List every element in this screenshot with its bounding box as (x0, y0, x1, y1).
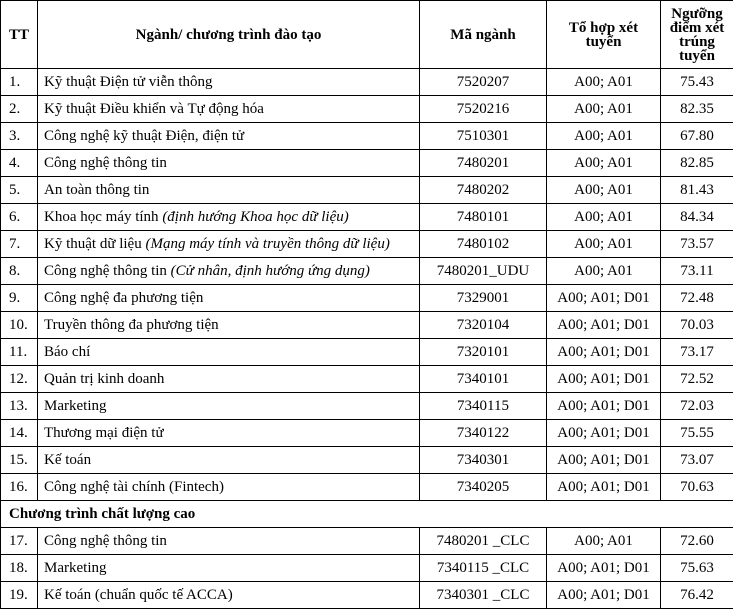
admission-score: 82.85 (661, 150, 733, 177)
row-number: 4. (1, 150, 38, 177)
section-header-row (1, 501, 733, 528)
program-code: 7480101 (420, 204, 547, 231)
program-code: 7480102 (420, 231, 547, 258)
program-code: 7480201 (420, 150, 547, 177)
row-number: 17. (1, 528, 38, 555)
program-name-text: Marketing (44, 559, 107, 576)
header-combo: Tổ hợp xét tuyển (547, 1, 661, 69)
program-code: 7329001 (420, 285, 547, 312)
row-number: 16. (1, 474, 38, 501)
program-name-text: Kế toán (chuẩn quốc tế ACCA) (44, 586, 233, 603)
program-name-text: Khoa học máy tính (44, 208, 163, 225)
program-code: 7340115 _CLC (420, 555, 547, 582)
table-row (1, 447, 733, 474)
program-name-text: Công nghệ kỹ thuật Điện, điện tử (44, 127, 245, 144)
program-name (38, 123, 420, 150)
program-name (38, 528, 420, 555)
subject-combination: A00; A01 (547, 150, 661, 177)
program-code: 7340115 (420, 393, 547, 420)
table-row (1, 420, 733, 447)
row-number: 3. (1, 123, 38, 150)
admission-score: 73.57 (661, 231, 733, 258)
program-name-text: Quản trị kinh doanh (44, 370, 165, 387)
program-name (38, 393, 420, 420)
header-program: Ngành/ chương trình đào tạo (38, 1, 420, 69)
subject-combination: A00; A01 (547, 69, 661, 96)
subject-combination: A00; A01 (547, 123, 661, 150)
program-name (38, 312, 420, 339)
row-number: 11. (1, 339, 38, 366)
program-name-text: Kỹ thuật Điều khiển và Tự động hóa (44, 100, 264, 117)
program-name (38, 420, 420, 447)
admission-score: 72.03 (661, 393, 733, 420)
admission-score: 67.80 (661, 123, 733, 150)
table-row (1, 555, 733, 582)
row-number: 5. (1, 177, 38, 204)
program-name-text: Công nghệ thông tin (44, 262, 171, 279)
admission-score: 75.43 (661, 69, 733, 96)
admission-score: 73.17 (661, 339, 733, 366)
program-name (38, 366, 420, 393)
row-number: 8. (1, 258, 38, 285)
subject-combination: A00; A01; D01 (547, 312, 661, 339)
subject-combination: A00; A01 (547, 204, 661, 231)
row-number: 6. (1, 204, 38, 231)
row-number: 13. (1, 393, 38, 420)
program-name-text: Thương mại điện tử (44, 424, 164, 441)
program-name (38, 285, 420, 312)
subject-combination: A00; A01 (547, 177, 661, 204)
admission-score: 72.52 (661, 366, 733, 393)
row-number: 12. (1, 366, 38, 393)
program-code: 7510301 (420, 123, 547, 150)
subject-combination: A00; A01 (547, 258, 661, 285)
table-row (1, 177, 733, 204)
header-score: Ngưỡng điểm xét trúng tuyển (661, 1, 733, 69)
header-code: Mã ngành (420, 1, 547, 69)
program-name (38, 69, 420, 96)
program-code: 7340301 _CLC (420, 582, 547, 609)
table-row (1, 582, 733, 609)
subject-combination: A00; A01 (547, 96, 661, 123)
admission-score: 72.48 (661, 285, 733, 312)
program-name-text: Công nghệ đa phương tiện (44, 289, 204, 306)
subject-combination: A00; A01; D01 (547, 582, 661, 609)
table-row (1, 366, 733, 393)
program-name (38, 582, 420, 609)
row-number: 10. (1, 312, 38, 339)
admission-score: 84.34 (661, 204, 733, 231)
program-name-text: Marketing (44, 397, 107, 414)
subject-combination: A00; A01 (547, 528, 661, 555)
program-note: (định hướng Khoa học dữ liệu) (162, 208, 349, 225)
table-header-row (1, 1, 733, 69)
program-code: 7340205 (420, 474, 547, 501)
row-number: 15. (1, 447, 38, 474)
subject-combination: A00; A01; D01 (547, 393, 661, 420)
row-number: 9. (1, 285, 38, 312)
admission-score: 75.63 (661, 555, 733, 582)
table-row (1, 150, 733, 177)
program-name (38, 474, 420, 501)
subject-combination: A00; A01; D01 (547, 555, 661, 582)
program-name-text: An toàn thông tin (44, 181, 150, 198)
program-name (38, 231, 420, 258)
program-name (38, 447, 420, 474)
table-row (1, 528, 733, 555)
admission-score: 70.63 (661, 474, 733, 501)
program-code: 7340301 (420, 447, 547, 474)
program-name (38, 555, 420, 582)
program-code: 7340101 (420, 366, 547, 393)
program-name-text: Công nghệ tài chính (Fintech) (44, 478, 224, 495)
program-note: (Cử nhân, định hướng ứng dụng) (170, 262, 370, 279)
table-row (1, 96, 733, 123)
program-name-text: Kỹ thuật dữ liệu (44, 235, 146, 252)
admission-score: 81.43 (661, 177, 733, 204)
subject-combination: A00; A01; D01 (547, 285, 661, 312)
program-code: 7480201 _CLC (420, 528, 547, 555)
row-number: 14. (1, 420, 38, 447)
row-number: 7. (1, 231, 38, 258)
row-number: 2. (1, 96, 38, 123)
subject-combination: A00; A01; D01 (547, 447, 661, 474)
program-note: (Mạng máy tính và truyền thông dữ liệu) (145, 235, 390, 252)
table-row (1, 339, 733, 366)
program-name-text: Công nghệ thông tin (44, 154, 167, 171)
table-row (1, 69, 733, 96)
row-number: 1. (1, 69, 38, 96)
row-number: 18. (1, 555, 38, 582)
table-body (1, 69, 733, 501)
program-code: 7480202 (420, 177, 547, 204)
program-name-text: Báo chí (44, 343, 91, 360)
subject-combination: A00; A01; D01 (547, 474, 661, 501)
table-row (1, 285, 733, 312)
program-name (38, 339, 420, 366)
table-row (1, 474, 733, 501)
subject-combination: A00; A01; D01 (547, 420, 661, 447)
table-row (1, 123, 733, 150)
program-code: 7520207 (420, 69, 547, 96)
admission-score: 73.11 (661, 258, 733, 285)
program-name (38, 150, 420, 177)
program-name (38, 204, 420, 231)
table-row (1, 393, 733, 420)
subject-combination: A00; A01; D01 (547, 366, 661, 393)
program-name-text: Công nghệ thông tin (44, 532, 167, 549)
high-quality-section (1, 501, 733, 609)
admission-score: 73.07 (661, 447, 733, 474)
row-number: 19. (1, 582, 38, 609)
program-name (38, 96, 420, 123)
admission-score: 72.60 (661, 528, 733, 555)
program-code: 7480201_UDU (420, 258, 547, 285)
program-name (38, 177, 420, 204)
table-row (1, 231, 733, 258)
admission-score: 70.03 (661, 312, 733, 339)
admission-score: 82.35 (661, 96, 733, 123)
table-row (1, 312, 733, 339)
table-row (1, 204, 733, 231)
subject-combination: A00; A01 (547, 231, 661, 258)
admission-score: 76.42 (661, 582, 733, 609)
admission-score: 75.55 (661, 420, 733, 447)
header-tt: TT (1, 1, 38, 69)
program-name (38, 258, 420, 285)
program-code: 7520216 (420, 96, 547, 123)
program-code: 7340122 (420, 420, 547, 447)
program-name-text: Kế toán (44, 451, 92, 468)
program-code: 7320101 (420, 339, 547, 366)
program-name-text: Truyền thông đa phương tiện (44, 316, 219, 333)
program-code: 7320104 (420, 312, 547, 339)
table-row (1, 258, 733, 285)
program-name-text: Kỹ thuật Điện tử viễn thông (44, 73, 213, 90)
subject-combination: A00; A01; D01 (547, 339, 661, 366)
section-title: Chương trình chất lượng cao (1, 501, 733, 528)
